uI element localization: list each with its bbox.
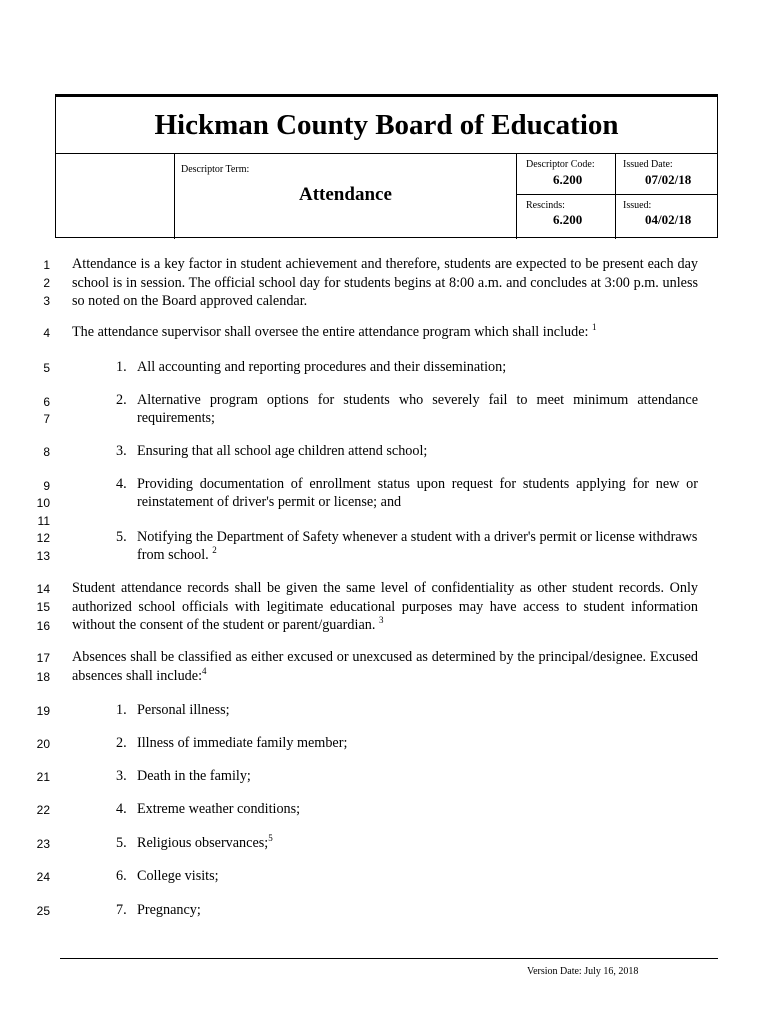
item-text-wrap [137, 834, 698, 852]
version-date: Version Date: July 16, 2018 [527, 966, 639, 977]
item-text: Notifying the Department of Safety whenever a student with a driver's permit or license withdraws from school. [137, 529, 698, 563]
supervisor-text: The attendance supervisor shall oversee the entire attendance program which shall include: [72, 324, 589, 340]
item-number: 3. [116, 768, 127, 784]
confidentiality-paragraph [72, 579, 698, 635]
item-text: Alternative program options for students who severely fail to meet minimum attendance requirements; [137, 392, 698, 426]
footnote-marker: 2 [212, 545, 217, 555]
issued-date-label: Issued Date: [623, 159, 673, 170]
footnote-marker: 1 [592, 322, 597, 332]
issued-label: Issued: [623, 200, 652, 211]
line-number: 12 [36, 531, 50, 545]
list-item [116, 358, 698, 376]
item-number: 1. [116, 702, 127, 718]
line-number: 25 [36, 904, 50, 918]
line-number: 20 [36, 737, 50, 751]
line-number: 21 [36, 770, 50, 784]
descriptor-code-value: 6.200 [553, 172, 583, 187]
descriptor-code-label: Descriptor Code: [526, 159, 595, 170]
issued-date-value: 07/02/18 [645, 172, 692, 187]
line-number: 7 [43, 412, 50, 426]
item-text: Personal illness; [137, 702, 230, 718]
list-item [116, 867, 698, 885]
item-text: Illness of immediate family member; [137, 735, 348, 751]
line-number: 23 [36, 837, 50, 851]
item-text: Death in the family; [137, 768, 251, 784]
line-number: 9 [43, 479, 50, 493]
item-number: 3. [116, 443, 127, 459]
item-number: 7. [116, 902, 127, 918]
line-number: 13 [36, 549, 50, 563]
list-item [116, 734, 698, 752]
footnote-marker: 3 [378, 615, 384, 625]
item-text: Providing documentation of enrollment status upon request for students applying for new or reinstatement of driver's permit or license; and [137, 476, 698, 510]
line-number: 18 [36, 670, 50, 684]
item-text: College visits; [137, 868, 219, 884]
list-item [116, 767, 698, 785]
descriptor-term-label: Descriptor Term: [181, 164, 250, 175]
absences-text: Absences shall be classified as either excused or unexcused as determined by the principal/designee. Excused absences shall include: [72, 649, 698, 684]
item-text: All accounting and reporting procedures and their dissemination; [137, 359, 507, 375]
rescinds-value: 6.200 [553, 212, 583, 227]
policy-header-table [55, 94, 718, 238]
item-text: Religious observances; [137, 835, 269, 851]
item-number: 2. [116, 392, 127, 408]
line-number: 10 [36, 496, 50, 510]
divider [516, 153, 517, 239]
item-number: 5. [116, 835, 127, 851]
issued-value: 04/02/18 [645, 212, 692, 227]
list-item [116, 701, 698, 719]
line-number: 17 [36, 651, 50, 665]
divider [615, 153, 616, 239]
list-item [116, 800, 698, 818]
line-number: 11 [37, 514, 50, 528]
list-item [116, 475, 698, 511]
line-number: 14 [36, 582, 50, 596]
list-item [116, 901, 698, 919]
rescinds-label: Rescinds: [526, 200, 565, 211]
line-number: 24 [36, 870, 50, 884]
item-text: Pregnancy; [137, 902, 201, 918]
item-number: 6. [116, 868, 127, 884]
line-number: 8 [43, 445, 50, 459]
line-number: 16 [36, 619, 50, 633]
footnote-marker: 5 [268, 833, 273, 843]
confidentiality-text: Student attendance records shall be given the same level of confidentiality as other student records. Only authorized school officials with legitimate educational purposes may have access to student information without the consent of the student or parent/guardian. [72, 580, 698, 633]
line-number: 15 [36, 600, 50, 614]
line-number: 6 [43, 395, 50, 409]
list-item [116, 442, 698, 460]
item-text: Ensuring that all school age children attend school; [137, 443, 428, 459]
footnote-marker: 4 [202, 665, 207, 676]
line-number: 3 [43, 294, 50, 308]
supervisor-paragraph [72, 323, 698, 342]
item-number: 4. [116, 801, 127, 817]
list-item [116, 528, 698, 564]
item-text-wrap [137, 528, 698, 564]
line-number: 22 [36, 803, 50, 817]
item-number: 2. [116, 735, 127, 751]
absences-paragraph [72, 648, 698, 685]
line-number: 2 [43, 276, 50, 290]
line-number: 1 [43, 258, 50, 272]
line-number: 4 [43, 326, 50, 340]
item-number: 1. [116, 359, 127, 375]
line-number: 5 [43, 361, 50, 375]
divider [516, 194, 717, 195]
item-number: 5. [116, 529, 127, 545]
divider [174, 153, 175, 239]
footer-rule [60, 958, 718, 959]
board-title: Hickman County Board of Education [56, 97, 717, 154]
item-text: Extreme weather conditions; [137, 801, 301, 817]
descriptor-term-value: Attendance [299, 184, 392, 205]
list-item [116, 834, 698, 852]
list-item [116, 391, 698, 427]
item-number: 4. [116, 476, 127, 492]
intro-paragraph: Attendance is a key factor in student achievement and therefore, students are expected to be present each day school is in session. The official school day for students begins at 8:00 a.m. and concludes at 3:00 p.m. unless so noted on the Board approved calendar. [72, 256, 698, 309]
line-number: 19 [36, 704, 50, 718]
